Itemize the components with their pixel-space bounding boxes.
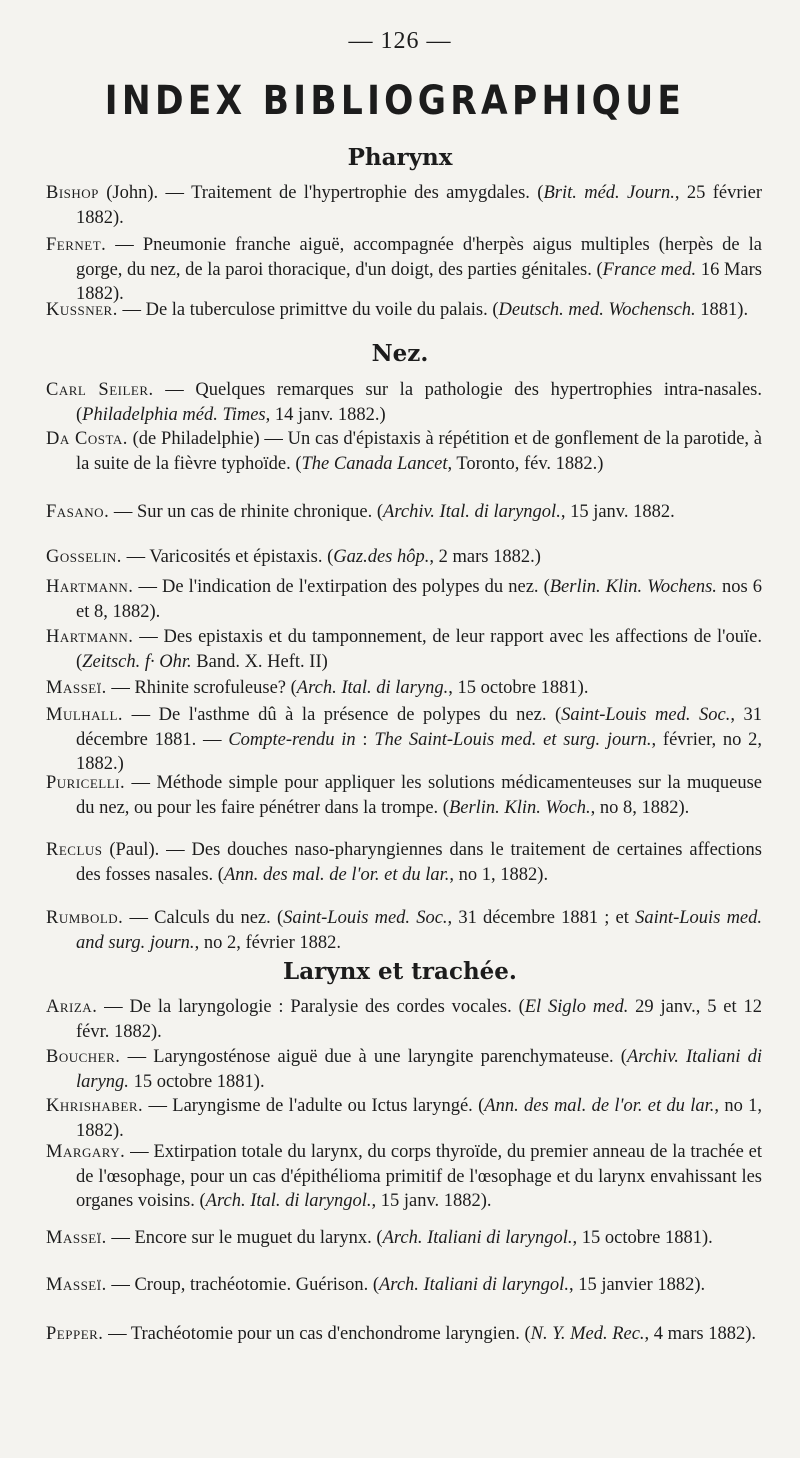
bibliography-entry: Hartmann. — De l'indication de l'extirpation des polypes du nez. (Berlin. Klin. Wochens. nos 6 et 8, 1882). bbox=[46, 577, 762, 622]
entry-source: The Saint-Louis med. et surg. journ. bbox=[374, 729, 652, 750]
entry-source: Compte-rendu in bbox=[228, 729, 356, 750]
entry-author: Da Costa. bbox=[46, 429, 128, 449]
page-title: INDEX BIBLIOGRAPHIQUE bbox=[104, 78, 686, 124]
entry-source: Brit. méd. Journ. bbox=[543, 183, 675, 203]
entry-author: Bishop bbox=[46, 183, 99, 203]
bibliography-entry: Pepper. — Trachéotomie pour un cas d'enchondrome laryngien. (N. Y. Med. Rec., 4 mars 1882). bbox=[46, 1324, 757, 1344]
entry-source: Philadelphia méd. Times bbox=[82, 404, 266, 425]
entry-source: Arch. Ital. di laryng. bbox=[296, 678, 449, 698]
entry-author: Reclus bbox=[46, 840, 103, 860]
bibliography-entry: Puricelli. — Méthode simple pour appliquer les solutions médicamenteuses sur la muqueuse du nez, ou pour les faire pénétrer dans la trompe. (Berlin. Klin. Woch., no 8, 1882). bbox=[46, 773, 762, 818]
entry-source: Ann. des mal. de l'or. et du lar. bbox=[484, 1096, 715, 1116]
entry-author: Carl Seiler. bbox=[46, 380, 154, 400]
entry-author: Puricelli. bbox=[46, 773, 126, 793]
entry-source: Deutsch. med. Wochensch. bbox=[498, 300, 696, 320]
entry-author: Fernet. bbox=[46, 235, 107, 255]
entry-author: Masseï. bbox=[46, 1275, 107, 1295]
entry-source: Zeitsch. f· Ohr. bbox=[82, 651, 192, 672]
entry-author: Margary. bbox=[46, 1142, 126, 1162]
bibliography-entry: Masseï. — Encore sur le muguet du larynx. (Arch. Italiani di laryngol., 15 octobre 1881). bbox=[46, 1228, 713, 1248]
entry-author: Hartmann. bbox=[46, 627, 134, 647]
bibliography-entry: Rumbold. — Calculs du nez. (Saint-Louis med. Soc., 31 décembre 1881 ; et Saint-Louis med. and surg. journ., no 2, février 1882. bbox=[46, 908, 763, 953]
entry-author: Ariza. bbox=[46, 997, 98, 1017]
entry-author: Rumbold. bbox=[46, 908, 124, 928]
entry-source: Arch. Italiani di laryngol. bbox=[379, 1275, 569, 1295]
bibliography-entry: Gosselin. — Varicosités et épistaxis. (Gaz.des hôp., 2 mars 1882.) bbox=[46, 547, 541, 567]
section-heading: Larynx et trachée. bbox=[283, 958, 517, 985]
entry-source: The Canada Lancet bbox=[301, 453, 448, 474]
bibliography-entry: Da Costa. (de Philadelphie) — Un cas d'épistaxis à répétition et de gonflement de la parotide, à la suite de la fièvre typhoïde. (The Canada Lancet, Toronto, fév. 1882.) bbox=[46, 429, 762, 474]
entry-source: Berlin. Klin. Woch. bbox=[448, 797, 591, 818]
bibliography-entry: Hartmann. — Des epistaxis et du tamponnement, de leur rapport avec les affections de l'ouïe. (Zeitsch. f· Ohr. Band. X. Heft. II) bbox=[46, 627, 762, 672]
entry-source: Saint-Louis med. Soc. bbox=[561, 705, 731, 725]
entry-source: Archiv. Ital. di laryngol. bbox=[383, 502, 561, 522]
entry-source: Arch. Italiani di laryngol. bbox=[382, 1228, 573, 1248]
bibliography-entry: Fasano. — Sur un cas de rhinite chronique. (Archiv. Ital. di laryngol., 15 janv. 1882. bbox=[46, 502, 675, 522]
bibliography-entry: Bishop (John). — Traitement de l'hypertrophie des amygdales. (Brit. méd. Journ., 25 février 1882). bbox=[46, 183, 763, 228]
entry-author: Fasano. bbox=[46, 502, 110, 522]
entry-source: France med. bbox=[602, 259, 697, 280]
entry-author: Masseï. bbox=[46, 1228, 107, 1248]
bibliography-entry: Ariza. — De la laryngologie : Paralysie des cordes vocales. (El Siglo med. 29 janv., 5 et 12 févr. 1882). bbox=[46, 997, 762, 1042]
entry-source: El Siglo med. bbox=[524, 997, 629, 1017]
bibliography-entry: Mulhall. — De l'asthme dû à la présence de polypes du nez. (Saint-Louis med. Soc., 31 décembre 1881. — Compte-rendu in : The Saint-Louis med. et surg. journ., février, no 2, 1882.) bbox=[46, 705, 763, 774]
bibliography-entry: Khrishaber. — Laryngisme de l'adulte ou Ictus laryngé. (Ann. des mal. de l'or. et du lar., no 1, 1882). bbox=[46, 1096, 762, 1141]
bibliography-entry: Masseï. — Rhinite scrofuleuse? (Arch. Ital. di laryng., 15 octobre 1881). bbox=[46, 678, 589, 698]
entry-source: Berlin. Klin. Wochens. bbox=[549, 577, 717, 597]
entry-author: Kussner. bbox=[46, 300, 118, 320]
entry-source: Ann. des mal. de l'or. et du lar. bbox=[223, 864, 450, 885]
entry-author: Mulhall. bbox=[46, 705, 124, 725]
entry-author: Hartmann. bbox=[46, 577, 134, 597]
bibliography-entry: Masseï. — Croup, trachéotomie. Guérison. (Arch. Italiani di laryngol., 15 janvier 1882). bbox=[46, 1275, 706, 1295]
page-number: — 126 — bbox=[348, 28, 452, 54]
entry-author: Khrishaber. bbox=[46, 1096, 144, 1116]
bibliography-entry: Carl Seiler. — Quelques remarques sur la pathologie des hypertrophies intra-nasales. (Philadelphia méd. Times, 14 janv. 1882.) bbox=[46, 380, 762, 425]
bibliography-entry: Fernet. — Pneumonie franche aiguë, accompagnée d'herpès aigus multiples (herpès de la gorge, du nez, de la paroi thoracique, d'un doigt, des parties génitales. (France med. 16 Mars 1882). bbox=[46, 235, 762, 304]
entry-source: Saint-Louis med. Soc. bbox=[283, 908, 448, 928]
entry-source: Saint-Louis med. and surg. journ. bbox=[76, 908, 763, 953]
bibliography-entry: Margary. — Extirpation totale du larynx, du corps thyroïde, du premier anneau de la trachée et de l'œsophage, pour un cas d'épithélioma primitif de l'œsophage et du larynx envahissant les organes voisins. (Arch. Ital. di laryngol., 15 janv. 1882). bbox=[46, 1142, 762, 1211]
section-heading: Pharynx bbox=[347, 144, 453, 171]
entry-source: Archiv. Italiani di laryng. bbox=[76, 1047, 762, 1092]
entry-author: Gosselin. bbox=[46, 547, 122, 567]
bibliography-entry: Reclus (Paul). — Des douches naso-pharyngiennes dans le traitement de certaines affections des fosses nasales. (Ann. des mal. de l'or. et du lar., no 1, 1882). bbox=[46, 840, 762, 885]
entry-author: Boucher. bbox=[46, 1047, 121, 1067]
entry-author: Pepper. bbox=[46, 1324, 104, 1344]
entry-source: N. Y. Med. Rec. bbox=[530, 1324, 645, 1344]
entry-source: Arch. Ital. di laryngol. bbox=[205, 1191, 372, 1211]
entry-source: Gaz.des hôp. bbox=[333, 547, 430, 567]
bibliography-entry: Kussner. — De la tuberculose primittve du voile du palais. (Deutsch. med. Wochensch. 1881). bbox=[46, 300, 749, 320]
bibliography-entry: Boucher. — Laryngosténose aiguë due à une laryngite parenchymateuse. (Archiv. Italiani di laryng. 15 octobre 1881). bbox=[46, 1047, 762, 1092]
section-heading: Nez. bbox=[371, 340, 429, 367]
entry-author: Masseï. bbox=[46, 678, 107, 698]
